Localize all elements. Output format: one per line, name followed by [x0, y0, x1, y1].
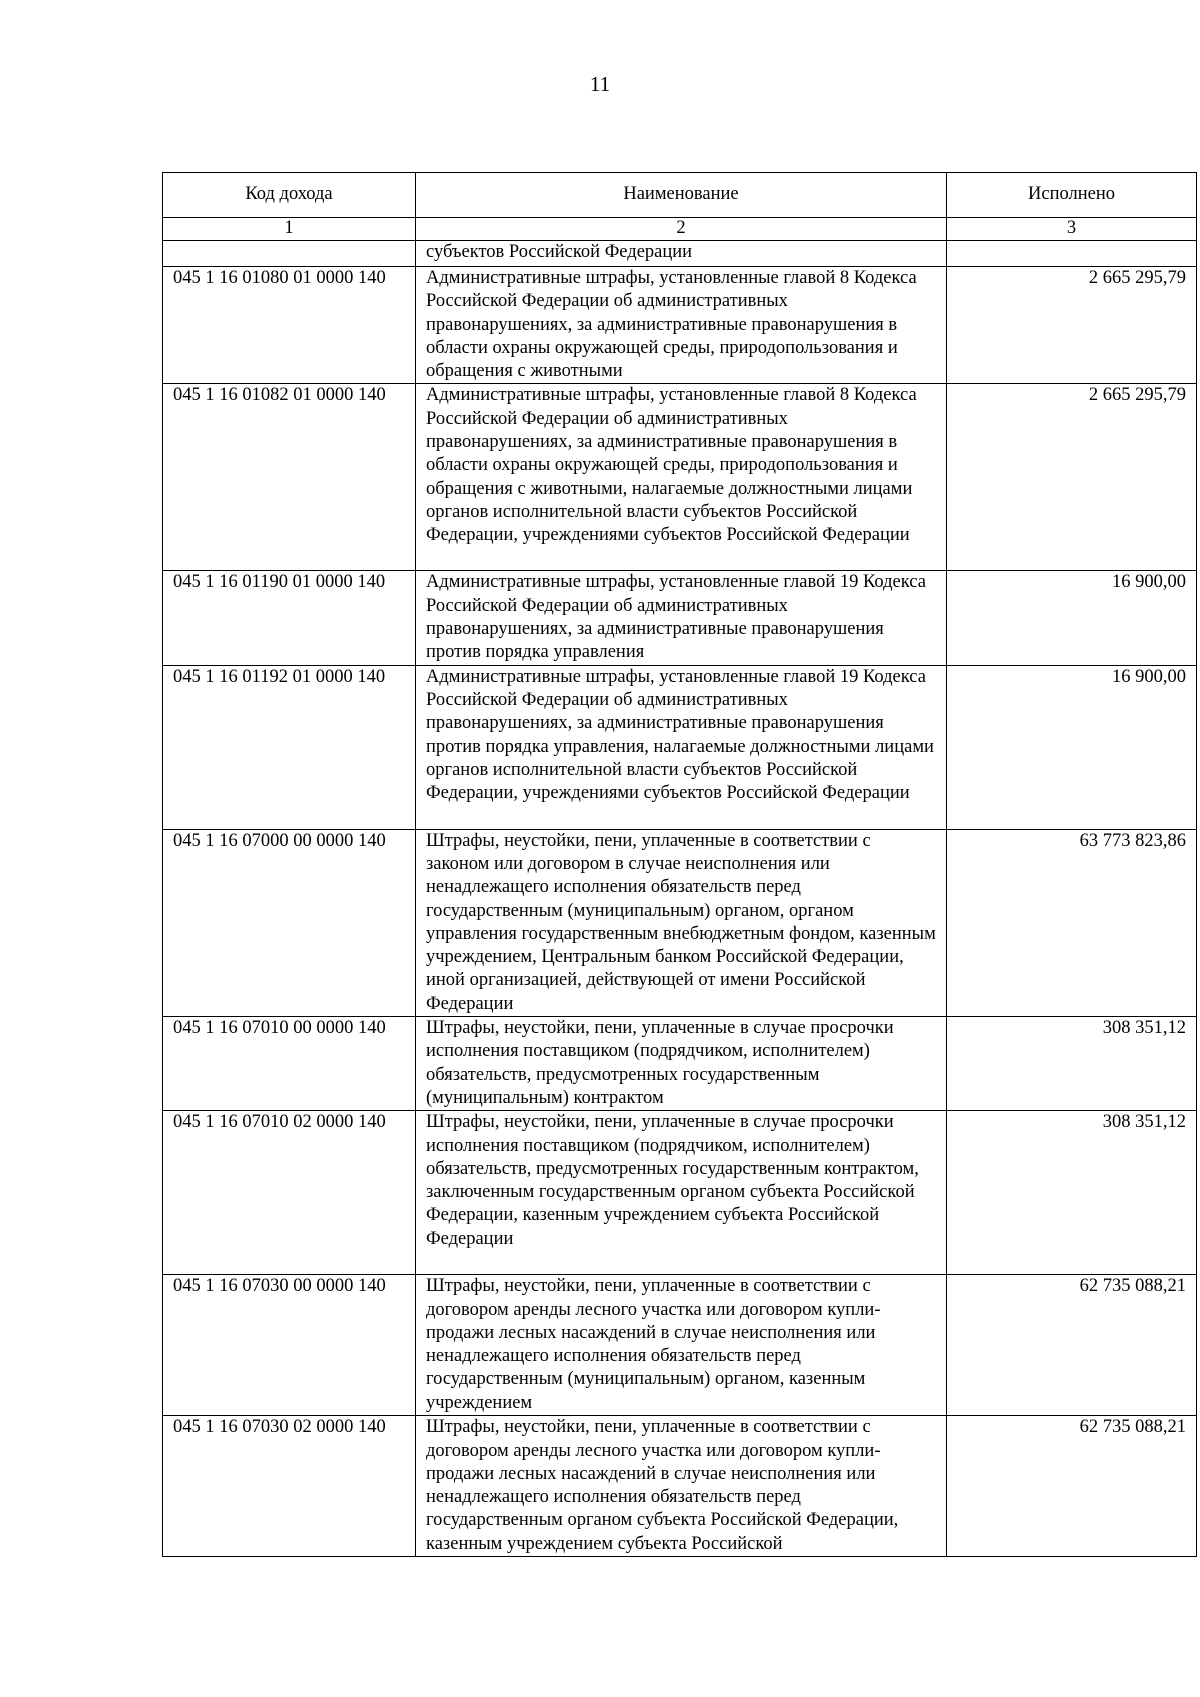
income-code: 045 1 16 07030 00 0000 140 [163, 1275, 416, 1416]
income-code: 045 1 16 07000 00 0000 140 [163, 829, 416, 1016]
revenue-table [162, 172, 1197, 1557]
column-number-1: 1 [163, 218, 416, 241]
income-name: Административные штрафы, установленные главой 8 Кодекса Российской Федерации об административных правонарушениях, за административные правонарушения в области охраны окружающей среды, природопользования и обращения с животными [416, 267, 947, 384]
income-code: 045 1 16 01082 01 0000 140 [163, 384, 416, 571]
income-name: субъектов Российской Федерации [416, 241, 947, 267]
column-number-row [163, 218, 1197, 241]
income-name: Административные штрафы, установленные главой 8 Кодекса Российской Федерации об административных правонарушениях, за административные правонарушения в области охраны окружающей среды, природопользования и обращения с животными, налагаемые должностными лицами органов исполнительной власти субъектов Российской Федерации, учреждениями субъектов Российской Федерации [416, 384, 947, 571]
table-header-row [163, 173, 1197, 218]
income-code: 045 1 16 07010 00 0000 140 [163, 1017, 416, 1111]
income-name: Штрафы, неустойки, пени, уплаченные в случае просрочки исполнения поставщиком (подрядчиком, исполнителем) обязательств, предусмотренных государственным контрактом, заключенным государственным органом субъекта Российской Федерации, казенным учреждением субъекта Российской Федерации [416, 1111, 947, 1275]
executed-amount: 63 773 823,86 [947, 829, 1197, 1016]
header-name: Наименование [416, 173, 947, 218]
page-number: 11 [589, 72, 611, 96]
table-row [163, 829, 1197, 1016]
income-name: Административные штрафы, установленные главой 19 Кодекса Российской Федерации об административных правонарушениях, за административные правонарушения против порядка управления [416, 571, 947, 665]
executed-amount: 2 665 295,79 [947, 267, 1197, 384]
executed-amount [947, 241, 1197, 267]
income-code: 045 1 16 01190 01 0000 140 [163, 571, 416, 665]
table-body [163, 241, 1197, 1557]
executed-amount: 308 351,12 [947, 1017, 1197, 1111]
income-name: Штрафы, неустойки, пени, уплаченные в соответствии с договором аренды лесного участка или договором купли-продажи лесных насаждений в случае неисполнения или ненадлежащего исполнения обязательств перед государственным органом субъекта Российской Федерации, казенным учреждением субъекта Российской [416, 1416, 947, 1557]
column-number-2: 2 [416, 218, 947, 241]
executed-amount: 16 900,00 [947, 571, 1197, 665]
header-amount: Исполнено [947, 173, 1197, 218]
table-row [163, 1275, 1197, 1416]
table-row [163, 571, 1197, 665]
executed-amount: 16 900,00 [947, 665, 1197, 829]
income-code: 045 1 16 01080 01 0000 140 [163, 267, 416, 384]
header-code: Код дохода [163, 173, 416, 218]
table-row [163, 267, 1197, 384]
column-number-3: 3 [947, 218, 1197, 241]
income-code: 045 1 16 01192 01 0000 140 [163, 665, 416, 829]
table-row [163, 241, 1197, 267]
executed-amount: 2 665 295,79 [947, 384, 1197, 571]
table-row [163, 1111, 1197, 1275]
executed-amount: 308 351,12 [947, 1111, 1197, 1275]
executed-amount: 62 735 088,21 [947, 1275, 1197, 1416]
table-row [163, 665, 1197, 829]
income-code: 045 1 16 07010 02 0000 140 [163, 1111, 416, 1275]
table-row [163, 1017, 1197, 1111]
income-code [163, 241, 416, 267]
executed-amount: 62 735 088,21 [947, 1416, 1197, 1557]
income-name: Штрафы, неустойки, пени, уплаченные в соответствии с законом или договором в случае неисполнения или ненадлежащего исполнения обязательств перед государственным (муниципальным) органом, органом управления государственным внебюджетным фондом, казенным учреждением, Центральным банком Российской Федерации, иной организацией, действующей от имени Российской Федерации [416, 829, 947, 1016]
income-name: Административные штрафы, установленные главой 19 Кодекса Российской Федерации об административных правонарушениях, за административные правонарушения против порядка управления, налагаемые должностными лицами органов исполнительной власти субъектов Российской Федерации, учреждениями субъектов Российской Федерации [416, 665, 947, 829]
income-code: 045 1 16 07030 02 0000 140 [163, 1416, 416, 1557]
income-name: Штрафы, неустойки, пени, уплаченные в соответствии с договором аренды лесного участка или договором купли-продажи лесных насаждений в случае неисполнения или ненадлежащего исполнения обязательств перед государственным (муниципальным) органом, казенным учреждением [416, 1275, 947, 1416]
table-row [163, 384, 1197, 571]
table-row [163, 1416, 1197, 1557]
income-name: Штрафы, неустойки, пени, уплаченные в случае просрочки исполнения поставщиком (подрядчиком, исполнителем) обязательств, предусмотренных государственным (муниципальным) контрактом [416, 1017, 947, 1111]
